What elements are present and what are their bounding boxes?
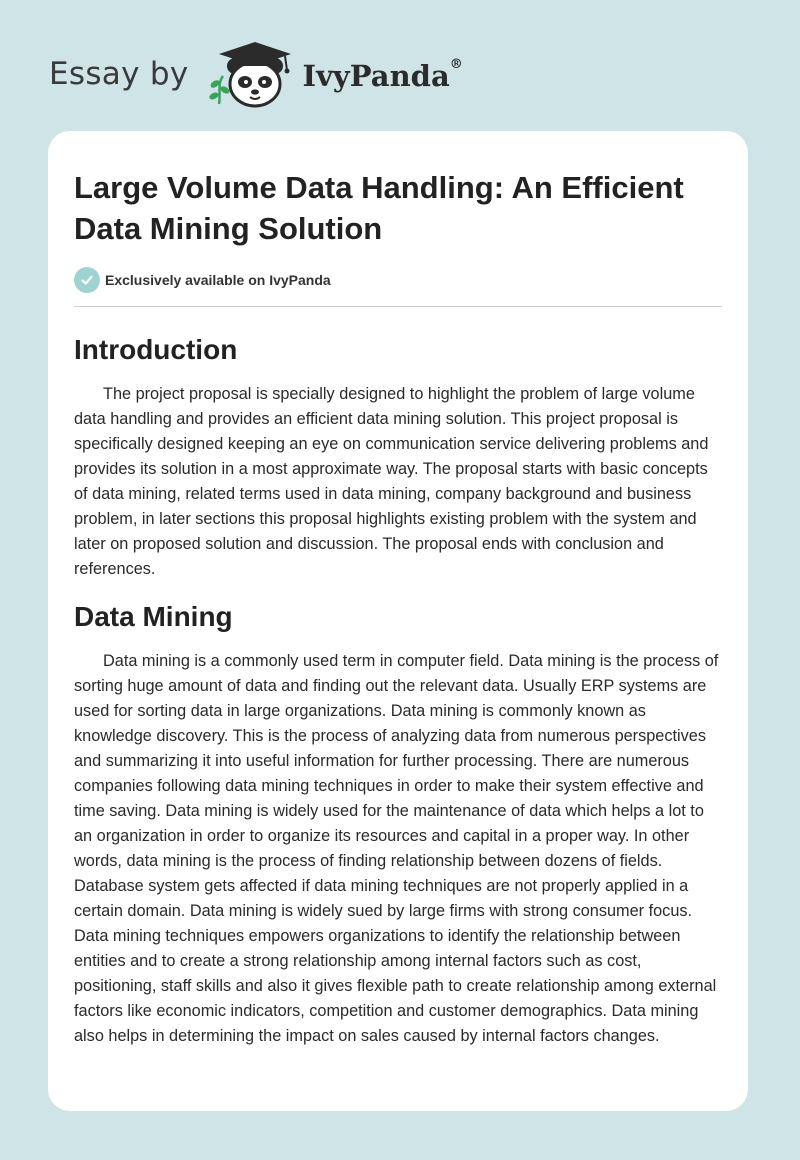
- brand-logo-link[interactable]: [49, 40, 463, 108]
- check-circle-icon: [74, 267, 100, 293]
- panda-graduate-icon: [205, 40, 297, 108]
- exclusive-badge: [74, 267, 722, 293]
- article-title: Large Volume Data Handling: An Efficient Data Mining Solution: [74, 170, 684, 246]
- article-card: [48, 131, 748, 1111]
- registered-mark: ®: [449, 57, 463, 72]
- section-paragraph-data-mining: Data mining is a commonly used term in computer field. Data mining is the process of sorting huge amount of data and finding out the relevant data. Usually ERP systems are used for sorting data in large organizations. Data mining is commonly known as knowledge discovery. This is the process of analyzing data from numerous perspectives and summarizing it into useful information for further processing. There are numerous companies following data mining techniques in order to make their system effective and time saving. Data mining is widely used for the maintenance of data which helps a lot to an organization in order to organize its resources and capital in a proper way. In other words, data mining is the process of finding relationship between dozens of fields. Database system gets affected if data mining techniques are not properly applied in a certain domain. Data mining is widely sued by large firms with strong consumer focus. Data mining techniques empowers organizations to identify the relationship between entities and to create a strong relationship among internal factors such as cost, positioning, staff skills and also it gives flexible path to create relationship among external factors like economic indicators, competition and customer demographics. Data mining also helps in determining the impact on sales caused by internal factors changes.: [74, 652, 719, 1045]
- exclusive-badge-text: Exclusively available on IvyPanda: [105, 272, 331, 288]
- site-header: [0, 0, 800, 130]
- section-heading-data-mining: Data Mining: [74, 601, 233, 632]
- title-divider: [74, 306, 722, 307]
- essay-by-label: Essay by: [49, 56, 189, 92]
- section-paragraph-introduction: The project proposal is specially designed to highlight the problem of large volume data handling and provides an efficient data mining solution. This project proposal is specifically designed keeping an eye on communication service delivering problems and provides its solution in a most approximate way. The proposal starts with basic concepts of data mining, related terms used in data mining, company background and business problem, in later sections this proposal highlights existing problem with the system and later on proposed solution and discussion. The proposal ends with conclusion and references.: [74, 385, 709, 578]
- brand-name: IvyPanda®: [302, 57, 463, 93]
- section-heading-introduction: Introduction: [74, 334, 238, 365]
